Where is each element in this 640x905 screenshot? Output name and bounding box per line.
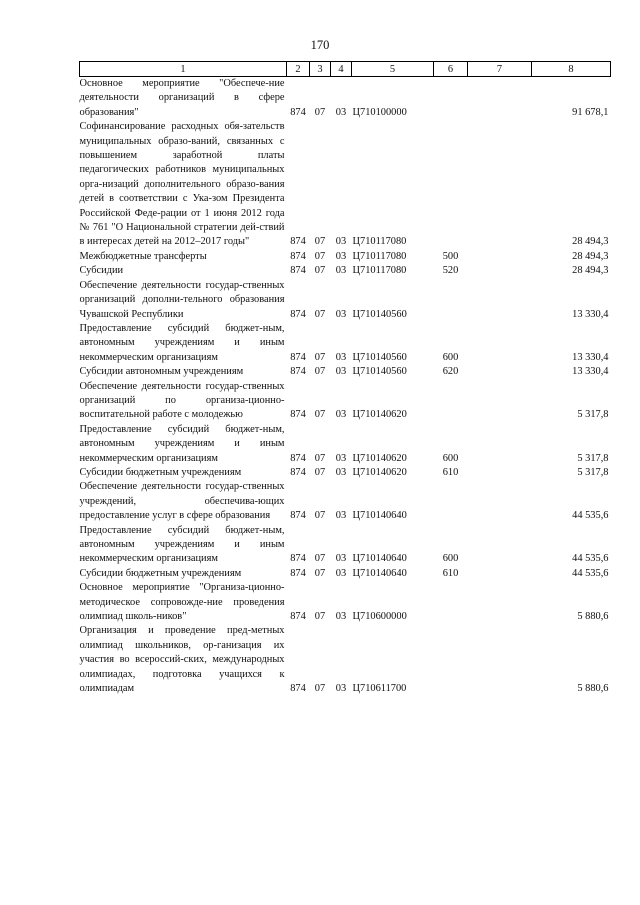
target-article-code: Ц710140640 [352, 553, 407, 565]
amount: 5 317,8 [577, 452, 609, 464]
table-row [80, 322, 611, 365]
row-description: Организация и проведение пред-метных олимпиад школьников, ор-ганизация их участия во всероссий-ских, международных олимпиадах, подготовка учащихся к олимпиадам [79, 625, 285, 695]
section-code: 07 [314, 236, 326, 248]
col-header: 3 [310, 62, 331, 77]
section-code: 07 [314, 250, 326, 262]
expense-type-code: 520 [442, 265, 459, 277]
expense-type-code [434, 380, 468, 423]
col-header: 8 [532, 62, 611, 77]
section-code: 07 [314, 466, 326, 478]
admin-code: 874 [290, 366, 306, 378]
admin-code: 874 [290, 308, 306, 320]
target-article-code: Ц710140640 [352, 510, 407, 522]
expense-type-code [434, 480, 468, 523]
target-article-code: Ц710117080 [352, 236, 407, 248]
col7-value [468, 567, 532, 581]
admin-code: 874 [290, 250, 306, 262]
admin-code: 874 [290, 567, 306, 579]
section-code: 07 [314, 265, 326, 277]
admin-code: 874 [290, 409, 306, 421]
target-article-code: Ц710140560 [352, 351, 407, 363]
subsection-code: 03 [335, 466, 347, 478]
admin-code: 874 [290, 351, 306, 363]
subsection-code: 03 [335, 553, 347, 565]
admin-code: 874 [290, 106, 306, 118]
target-article-code: Ц710117080 [352, 265, 407, 277]
col7-value [468, 480, 532, 523]
section-code: 07 [314, 409, 326, 421]
col7-value [468, 279, 532, 322]
table-row [80, 279, 611, 322]
expense-type-code [434, 624, 468, 696]
target-article-code: Ц710140640 [352, 567, 407, 579]
admin-code: 874 [290, 452, 306, 464]
expense-type-code: 620 [442, 366, 459, 378]
row-description: Субсидии автономным учреждениям [79, 366, 244, 378]
amount: 5 317,8 [577, 409, 609, 421]
amount: 5 880,6 [577, 611, 609, 623]
section-code: 07 [314, 510, 326, 522]
row-description: Обеспечение деятельности государ-ственных организаций по организа-ционно-воспитательной работе с молодежью [79, 380, 285, 421]
expense-type-code: 600 [442, 452, 459, 464]
table-row [80, 480, 611, 523]
col7-value [468, 423, 532, 466]
page-number: 170 [310, 38, 330, 52]
row-description: Обеспечение деятельности государ-ственных учреждений, обеспечива-ющих предоставление услуг в сфере образования [79, 481, 285, 522]
table-row [80, 624, 611, 696]
subsection-code: 03 [335, 236, 347, 248]
subsection-code: 03 [335, 366, 347, 378]
budget-table [79, 61, 611, 696]
subsection-code: 03 [335, 510, 347, 522]
amount: 28 494,3 [572, 236, 609, 248]
subsection-code: 03 [335, 409, 347, 421]
col7-value [468, 380, 532, 423]
col7-value [468, 120, 532, 250]
expense-type-code: 610 [442, 466, 459, 478]
admin-code: 874 [290, 265, 306, 277]
section-code: 07 [314, 351, 326, 363]
amount: 91 678,1 [572, 106, 609, 118]
table-row [80, 581, 611, 624]
amount: 5 317,8 [577, 466, 609, 478]
expense-type-code [434, 77, 468, 121]
row-description: Субсидии бюджетным учреждениям [79, 567, 242, 579]
subsection-code: 03 [335, 308, 347, 320]
expense-type-code [434, 581, 468, 624]
target-article-code: Ц710140560 [352, 366, 407, 378]
expense-type-code [434, 279, 468, 322]
table-row [80, 423, 611, 466]
col-header: 1 [80, 62, 287, 77]
row-description: Предоставление субсидий бюджет-ным, автономным учреждениям и иным некоммерческим организациям [79, 322, 285, 363]
table-row [80, 120, 611, 250]
header-row [80, 62, 611, 77]
table-row [80, 567, 611, 581]
target-article-code: Ц710611700 [352, 683, 407, 695]
col7-value [468, 322, 532, 365]
amount: 44 535,6 [572, 553, 609, 565]
expense-type-code [434, 120, 468, 250]
section-code: 07 [314, 553, 326, 565]
col-header: 6 [434, 62, 468, 77]
col-header: 7 [468, 62, 532, 77]
admin-code: 874 [290, 553, 306, 565]
amount: 5 880,6 [577, 683, 609, 695]
col7-value [468, 524, 532, 567]
row-description: Обеспечение деятельности государ-ственных организаций дополни-тельного образования Чувашской Республики [79, 279, 285, 320]
amount: 28 494,3 [572, 265, 609, 277]
expense-type-code: 610 [442, 567, 459, 579]
subsection-code: 03 [335, 106, 347, 118]
subsection-code: 03 [335, 452, 347, 464]
subsection-code: 03 [335, 611, 347, 623]
target-article-code: Ц710140620 [352, 409, 407, 421]
admin-code: 874 [290, 611, 306, 623]
amount: 13 330,4 [572, 366, 609, 378]
expense-type-code: 600 [442, 351, 459, 363]
admin-code: 874 [290, 236, 306, 248]
subsection-code: 03 [335, 250, 347, 262]
section-code: 07 [314, 611, 326, 623]
row-description: Субсидии [79, 265, 124, 277]
table-row [80, 77, 611, 121]
amount: 13 330,4 [572, 308, 609, 320]
admin-code: 874 [290, 510, 306, 522]
section-code: 07 [314, 683, 326, 695]
admin-code: 874 [290, 683, 306, 695]
subsection-code: 03 [335, 265, 347, 277]
col-header: 4 [331, 62, 352, 77]
amount: 28 494,3 [572, 250, 609, 262]
section-code: 07 [314, 308, 326, 320]
row-description: Предоставление субсидий бюджет-ным, автономным учреждениям и иным некоммерческим организациям [79, 524, 285, 565]
table-row [80, 264, 611, 278]
row-description: Основное мероприятие "Организа-ционно-методическое сопровожде-ние проведения олимпиад школь-ников" [79, 582, 285, 623]
table-row [80, 524, 611, 567]
table-row [80, 380, 611, 423]
target-article-code: Ц710117080 [352, 250, 407, 262]
expense-type-code: 500 [442, 250, 459, 262]
amount: 44 535,6 [572, 510, 609, 522]
target-article-code: Ц710600000 [352, 611, 407, 623]
row-description: Межбюджетные трансферты [79, 250, 207, 262]
col7-value [468, 250, 532, 264]
row-description: Софинансирование расходных обя-зательств муниципальных образо-ваний, связанных с повышением заработной платы педагогических работников муниципальных орга-низаций дополнительного образо-вания детей в соответствии с Ука-зом Президента Российской Феде-рации от 1 июня 2012 года № 761 "О Национальной стратегии дей-ствий в интересах детей на 2012–2017 годы" [79, 121, 285, 248]
subsection-code: 03 [335, 567, 347, 579]
amount: 13 330,4 [572, 351, 609, 363]
col7-value [468, 466, 532, 480]
col7-value [468, 77, 532, 121]
section-code: 07 [314, 567, 326, 579]
col7-value [468, 624, 532, 696]
target-article-code: Ц710140620 [352, 452, 407, 464]
subsection-code: 03 [335, 683, 347, 695]
row-description: Субсидии бюджетным учреждениям [79, 466, 242, 478]
col7-value [468, 581, 532, 624]
table-row [80, 250, 611, 264]
target-article-code: Ц710140560 [352, 308, 407, 320]
row-description: Предоставление субсидий бюджет-ным, автономным учреждениям и иным некоммерческим организациям [79, 423, 285, 464]
admin-code: 874 [290, 466, 306, 478]
table-row [80, 466, 611, 480]
subsection-code: 03 [335, 351, 347, 363]
row-description: Основное мероприятие "Обеспече-ние деятельности организаций в сфере образования" [79, 78, 285, 118]
expense-type-code: 600 [442, 553, 459, 565]
col-header: 5 [352, 62, 434, 77]
amount: 44 535,6 [572, 567, 609, 579]
col7-value [468, 264, 532, 278]
section-code: 07 [314, 366, 326, 378]
col7-value [468, 365, 532, 379]
section-code: 07 [314, 452, 326, 464]
target-article-code: Ц710100000 [352, 106, 407, 118]
table-row [80, 365, 611, 379]
section-code: 07 [314, 106, 326, 118]
target-article-code: Ц710140620 [352, 466, 407, 478]
col-header: 2 [287, 62, 310, 77]
